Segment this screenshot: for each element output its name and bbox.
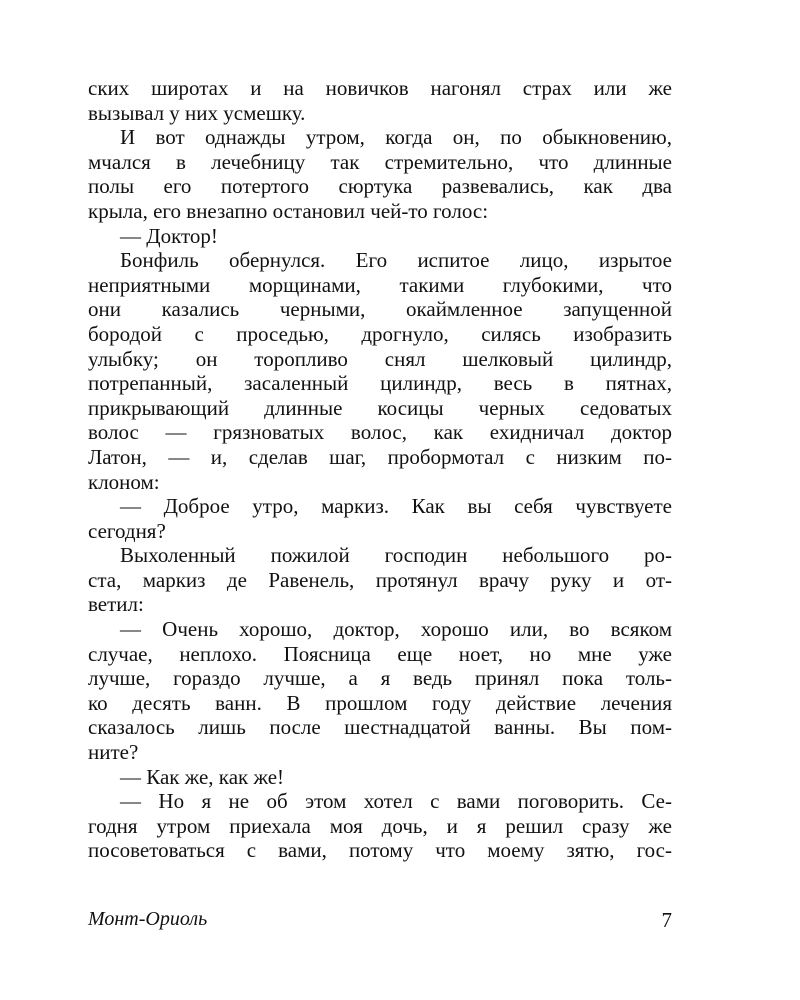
- text-line: — Доктор!: [120, 223, 218, 248]
- text-line: улыбку; он торопливо снял шелковый цилиндр,: [88, 346, 672, 371]
- paragraph: [88, 617, 672, 765]
- text-line: ста, маркиз де Равенель, протянул врачу руку и от-: [88, 567, 672, 592]
- text-line: ских широтах и на новичков нагонял страх или же: [88, 76, 672, 100]
- text-line: Выхоленный пожилой господин небольшого ро-: [120, 543, 672, 568]
- paragraph: [88, 125, 672, 223]
- page-number: 7: [661, 908, 672, 932]
- paragraph: [88, 543, 672, 617]
- paragraph: [88, 765, 672, 790]
- paragraph: [88, 789, 672, 863]
- text-line: сказалось лишь после шестнадцатой ванны. Вы пом-: [88, 715, 672, 740]
- text-line: — Доброе утро, маркиз. Как вы себя чувствуете: [120, 494, 672, 519]
- running-title: Монт-Ориоль: [88, 908, 208, 930]
- text-line: потрепанный, засаленный цилиндр, весь в пятнах,: [88, 371, 672, 396]
- text-line: лучше, гораздо лучше, а я ведь принял пока толь-: [88, 666, 672, 691]
- paragraph: [88, 248, 672, 494]
- paragraph: [88, 494, 672, 543]
- text-line: неприятными морщинами, такими глубокими, что: [88, 272, 672, 297]
- page-footer: [88, 908, 672, 934]
- text-line: волос — грязноватых волос, как ехидничал доктор: [88, 420, 672, 445]
- text-line: крыла, его внезапно остановил чей-то голос:: [88, 198, 489, 223]
- text-line: ко десять ванн. В прошлом году действие лечения: [88, 690, 672, 715]
- text-line: — Но я не об этом хотел с вами поговорить. Се-: [120, 789, 672, 814]
- text-line: случае, неплохо. Поясница еще ноет, но мне уже: [88, 641, 672, 666]
- paragraph: [88, 224, 672, 249]
- text-line: посоветоваться с вами, потому что моему зятю, гос-: [88, 838, 672, 863]
- text-line: Бонфиль обернулся. Его испитое лицо, изрытое: [120, 248, 672, 273]
- text-line: сегодня?: [88, 518, 166, 543]
- text-line: Латон, — и, сделав шаг, пробормотал с низким по-: [88, 444, 672, 469]
- text-line: полы его потертого сюртука развевались, как два: [88, 174, 672, 199]
- page-body-text: [88, 76, 672, 863]
- text-line: ветил:: [88, 592, 144, 617]
- text-line: они казались черными, окаймленное запущенной: [88, 297, 672, 322]
- text-line: мчался в лечебницу так стремительно, что длинные: [88, 149, 672, 174]
- paragraph: [88, 76, 672, 125]
- text-line: ните?: [88, 740, 139, 765]
- text-line: — Очень хорошо, доктор, хорошо или, во всяком: [120, 617, 672, 642]
- text-line: клоном:: [88, 469, 160, 494]
- text-line: годня утром приехала моя дочь, и я решил сразу же: [88, 813, 672, 838]
- text-line: И вот однажды утром, когда он, по обыкновению,: [120, 125, 672, 150]
- text-line: прикрывающий длинные косицы черных седоватых: [88, 395, 672, 420]
- text-line: бородой с проседью, дрогнуло, силясь изобразить: [88, 321, 672, 346]
- text-line: вызывал у них усмешку.: [88, 100, 306, 125]
- text-line: — Как же, как же!: [120, 764, 285, 789]
